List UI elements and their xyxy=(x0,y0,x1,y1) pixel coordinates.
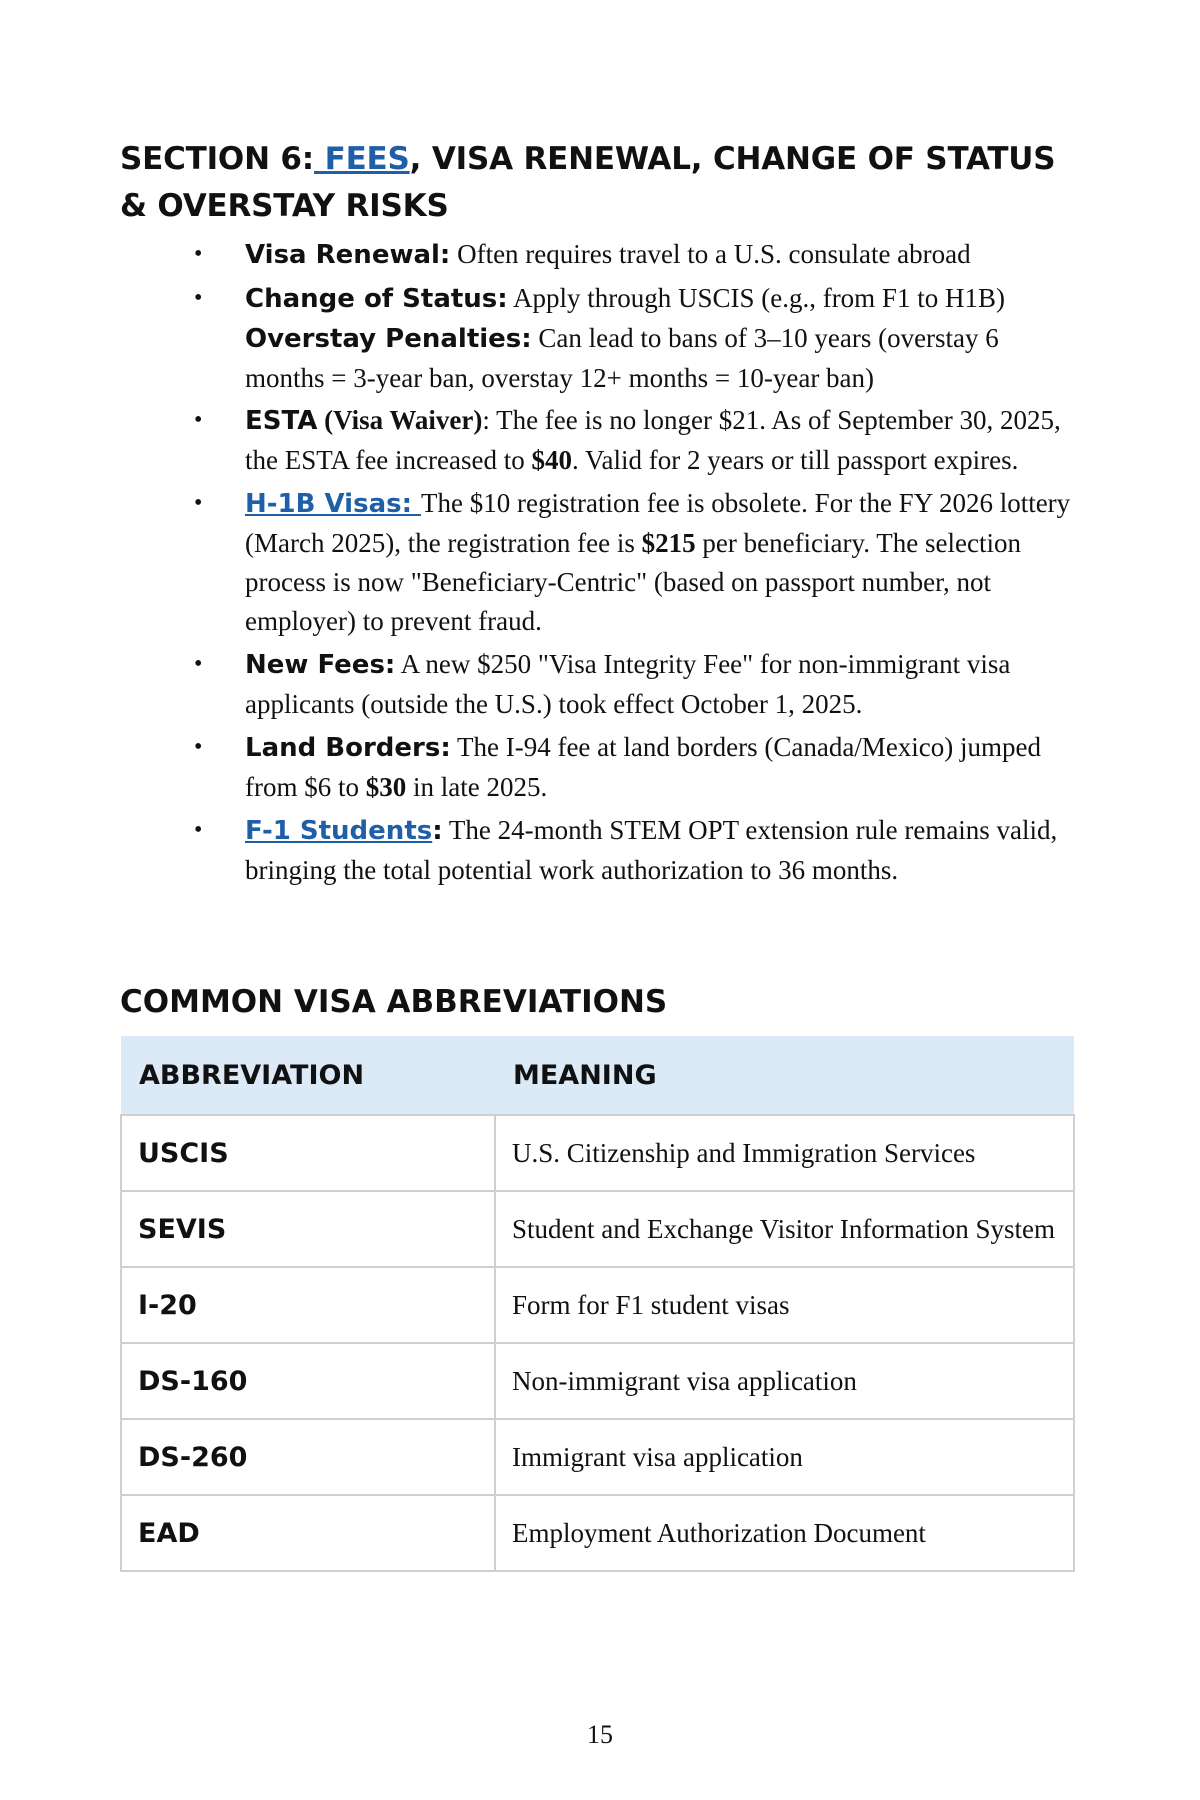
column-header-abbreviation: ABBREVIATION xyxy=(121,1036,495,1115)
bullet-label: New Fees: xyxy=(245,650,396,680)
h1b-visas-link[interactable]: H-1B Visas: xyxy=(245,489,422,519)
bullet-text: The 24-month STEM OPT extension rule remains valid, bringing the total potential work authorization to 36 months. xyxy=(245,815,1058,885)
list-item xyxy=(120,811,1080,890)
meaning-cell: Immigrant visa application xyxy=(495,1419,1074,1495)
abbreviation-cell: EAD xyxy=(121,1495,495,1571)
bullet-text: The I-94 fee at land borders (Canada/Mexico) jumped from $6 to xyxy=(245,732,1042,802)
bullet-text: Can lead to bans of 3–10 years (overstay 6 months = 3-year ban, overstay 12+ months = 10-year ban) xyxy=(245,323,999,393)
bullet-icon: • xyxy=(194,285,203,311)
meaning-cell: Employment Authorization Document xyxy=(495,1495,1074,1571)
meaning-cell: Student and Exchange Visitor Information System xyxy=(495,1191,1074,1267)
bullet-icon: • xyxy=(194,490,203,516)
list-item xyxy=(120,401,1080,480)
list-item xyxy=(120,484,1080,641)
meaning-cell: U.S. Citizenship and Immigration Services xyxy=(495,1115,1074,1191)
table-row xyxy=(121,1115,1074,1191)
table-row xyxy=(121,1191,1074,1267)
fee-value: $40 xyxy=(531,445,572,475)
bullet-icon: • xyxy=(194,734,203,760)
bullet-text: in late 2025. xyxy=(406,772,548,802)
section-title xyxy=(120,136,1080,230)
list-item xyxy=(120,728,1080,807)
fees-link[interactable]: FEES xyxy=(314,141,410,177)
bullet-label: ESTA xyxy=(245,406,318,436)
abbreviations-table xyxy=(120,1036,1075,1572)
bullet-icon: • xyxy=(194,407,203,433)
abbreviation-cell: SEVIS xyxy=(121,1191,495,1267)
bullet-label: Land Borders: xyxy=(245,733,451,763)
table-title: COMMON VISA ABBREVIATIONS xyxy=(120,984,668,1020)
meaning-cell: Form for F1 student visas xyxy=(495,1267,1074,1343)
section-title-rest: , VISA RENEWAL, CHANGE OF STATUS & OVERSTAY RISKS xyxy=(120,141,1056,224)
fee-value: $30 xyxy=(365,772,407,802)
bullet-list xyxy=(120,235,1080,894)
bullet-text: Apply through USCIS (e.g., from F1 to H1B) xyxy=(507,283,1005,313)
meaning-cell: Non-immigrant visa application xyxy=(495,1343,1074,1419)
bullet-text: A new $250 "Visa Integrity Fee" for non-immigrant visa applicants (outside the U.S.) took effect October 1, 2025. xyxy=(245,649,1011,719)
bullet-label-secondary: (Visa Waiver) xyxy=(317,405,483,435)
list-item xyxy=(120,645,1080,724)
bullet-icon: • xyxy=(194,817,203,843)
bullet-text: per beneficiary. The selection process is now "Beneficiary-Centric" (based on passport number, not employer) to prevent fraud. xyxy=(245,528,1021,636)
bullet-text: . Valid for 2 years or till passport expires. xyxy=(571,445,1019,475)
list-item xyxy=(120,235,1080,275)
f1-students-link[interactable]: F-1 Students xyxy=(245,816,433,846)
page-number: 15 xyxy=(587,1720,613,1749)
bullet-label-colon: : xyxy=(432,816,443,846)
bullet-label: Change of Status: xyxy=(245,284,508,314)
bullet-text: The $10 registration fee is obsolete. For the FY 2026 lottery (March 2025), the registration fee is xyxy=(245,488,1071,558)
bullet-label: Overstay Penalties: xyxy=(245,324,532,354)
abbreviation-cell: USCIS xyxy=(121,1115,495,1191)
column-header-meaning: MEANING xyxy=(495,1036,1074,1115)
table-row xyxy=(121,1267,1074,1343)
bullet-text: Often requires travel to a U.S. consulate abroad xyxy=(450,239,971,269)
list-item xyxy=(120,279,1080,319)
table-row xyxy=(121,1419,1074,1495)
abbreviation-cell: DS-260 xyxy=(121,1419,495,1495)
table-row xyxy=(121,1495,1074,1571)
bullet-icon: • xyxy=(194,241,203,267)
fee-value: $215 xyxy=(641,528,696,558)
abbreviation-cell: DS-160 xyxy=(121,1343,495,1419)
abbreviation-cell: I-20 xyxy=(121,1267,495,1343)
bullet-label: Visa Renewal: xyxy=(245,240,451,270)
table-header-row xyxy=(121,1036,1074,1115)
table-row xyxy=(121,1343,1074,1419)
list-item xyxy=(120,319,1080,398)
bullet-text: : The fee is no longer $21. As of September 30, 2025, the ESTA fee increased to xyxy=(245,405,1061,475)
section-title-prefix: SECTION 6: xyxy=(120,141,314,177)
bullet-icon: • xyxy=(194,651,203,677)
